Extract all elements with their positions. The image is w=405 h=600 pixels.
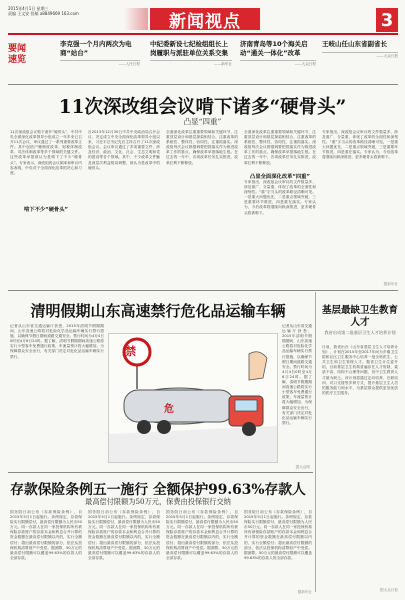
story3-col4-text: 国务院日前公布《存款保险条例》，自2015年5月1日起施行。条例规定，存款保险实行限额偿付，最高偿付限额为人民币50万元。同一存款人在同一家投保机构所有被保险存款账户的存款本金和利息合并计算的资金数额在最高偿付限额以内的，实行全额偿付；超出最高偿付限额的部分，依法从投保机构清算财产中受偿。据测算，50万元的最高偿付限额可以覆盖99.63%的存款人的全部存款。 [244,510,312,560]
brief-source: ——新华社 [150,60,232,67]
masthead [150,8,260,30]
brief-source: ——人民日报 [60,60,140,67]
lead-section-heading-2: 凸显全面深化改革“四重” [244,172,316,180]
brief-item[interactable] [150,40,232,67]
sidebar-subheadline: 我省启动第二批基层卫生人才培养计划 [324,330,396,335]
story3-subheadline: 最高偿付限额为50万元，保费由投保银行交纳 [85,497,231,506]
story2-byline: 据大众网 [295,465,310,469]
story3-column-1 [10,510,82,594]
lead-byline: 据新华社 [383,282,398,286]
story3-headline: 存款保险条例五一施行 全额保护99.63%存款人 [10,482,306,498]
lead-col2-text: 自2013年12月30日中共中央政治局召开会议，决定成立中央全面深化改革领导小组以来，习近平总书记先后主持召开了11次深改组会议。会议审议通过了多项重要文件，涉及经济、政治、文化、社会、生态文明和党的建设等各个领域。其中，不少改革文件触及深层次利益格局调整，被认为是改革中的硬骨头。 [88,130,160,170]
lead-col4-text: 专家指出，深改组会议审议的文件数量多、涉及面广、分量重，体现了改革的全面性和深刻性。“重”字当头的改革路径清晰可见。一是重大问题优先，二是重点领域突破，三是重要环节推进，四是重在落实。专家认为，今后改革将继续向纵深推进，更多硬骨头将被啃下。 [244,180,316,215]
lead-subheadline: 凸显“四重” [183,117,222,126]
story2-bottom-rule [8,472,313,473]
sidebar-body-text: 日前，我省出台《山东省基层卫生人才培养计划》，计划在2015年至2017年间为乡镇卫生院和社区卫生服务中心培养一批全科医生、公共卫生和卫生管理人才。据省卫生计生委介绍，目前基层卫生机构普遍存在人才短缺、素质不高、结构不合理等问题，其中卫生教育人才最为缺乏。该计划将通过定向培养、在职培训、对口支援等多种方式，提升基层卫生人员的服务能力和水平，为基层群众提供更加优质的医疗卫生服务。 [322,345,398,395]
brief-item[interactable] [240,40,316,67]
brief-source: ——大众日报 [322,52,398,59]
lead-col4a-text: 全面深化改革注重重要领域和关键环节，注重顶层设计和基层探索相结合，注重改革的系统性、整体性、协同性，注重抓落实。深改组每次会议都强调要把抓落实作为推进改革工作的重点，确保改革举措落地生根。在过去的一年中，各项改革任务扎实推进，改革红利不断释放。 [244,130,316,165]
brief-item[interactable] [322,40,398,59]
brief-item[interactable] [60,40,140,67]
story3-col2-text: 国务院日前公布《存款保险条例》，自2015年5月1日起施行。条例规定，存款保险实行限额偿付，最高偿付限额为人民币50万元。同一存款人在同一家投保机构所有被保险存款账户的存款本金和利息合并计算的资金数额在最高偿付限额以内的，实行全额偿付；超出最高偿付限额的部分，依法从投保机构清算财产中受偿。据测算，50万元的最高偿付限额可以覆盖99.63%的存款人的全部存款。 [88,510,160,560]
story2-headline: 清明假期山东高速禁行危化品运输车辆 [30,302,286,320]
story3-column-2 [88,510,160,594]
lead-column-2 [88,130,160,280]
brief-title: 李克强一个月内两次为电商“站台” [60,40,132,57]
prohibit-sign-label: 禁 [125,345,136,358]
lead-col5-text: 专家指出，深改组会议审议的文件数量多、涉及面广、分量重，体现了改革的全面性和深刻性。“重”字当头的改革路径清晰可见。一是重大问题优先，二是重点领域突破，三是重要环节推进，四是重在落实。专家认为，今后改革将继续向纵深推进，更多硬骨头将被啃下。 [322,130,398,160]
sidebar-headline: 基层最缺卫生教育人才 [322,305,399,328]
sidebar-divider [315,292,316,592]
svg-text:危: 危 [164,404,174,415]
truck-illustration [108,333,278,463]
story2-body-text: 记者从山东省交通运输厅获悉，2015年清明节假期期间，山东高速公路将对危险化学品运输车辆实行禁行措施，以确保节假日期间道路交通安全。禁行时间为4月4日0时至4月6日24时。据了解，清明节假期期间高速公路将实行小型客车免费通行政策，车流量预计将大幅增加，为保障群众安全出行，有关部门决定对危化品运输车辆实行禁行。 [10,324,104,359]
story3-column-3 [166,510,238,594]
story3-byline: 据新华社 [297,590,312,594]
lead-section-heading-1: 啃下不少“硬骨头” [10,205,82,213]
story2-body-left [10,324,104,464]
page-number: 3 [376,8,398,32]
story2-body-right [282,324,312,464]
date-line: 2015年4月1日 星期三 [8,6,49,11]
masthead-decoration [124,8,148,30]
sidebar-body [322,345,398,585]
lead-column-5 [322,130,398,280]
lead-col3-text: 全面深化改革注重重要领域和关键环节，注重顶层设计和基层探索相结合，注重改革的系统性、整体性、协同性，注重抓落实。深改组每次会议都强调要把抓落实作为推进改革工作的重点，确保改革举措落地生根。在过去的一年中，各项改革任务扎实推进，改革红利不断释放。 [166,130,238,165]
brief-title: 中纪委新设七纪检组组长上岗履职与派驻单位关系交集 [150,40,228,57]
sidebar-byline: 据大众日报 [380,588,398,592]
lead-col1-text: 11次深改组会议啃下诸多“硬骨头”，中共中央全面深化改革领导小组成立一年多来已召开11次会议，审议通过了一系列重要改革文件。其中包括户籍制度改革、财税体制改革、司法体制改革等多个领域的关键文件。这些改革举措被认为是啃下了不少“硬骨头”。专家表示，深改组的会议频率和审议内容表明，中央对于全面深化改革的决心和力度。 [10,130,82,175]
brief-title: 济南青岛等10个海关启动“通关一体化”改革 [240,40,308,57]
story2-body-text-2: 记者从山东省交通运输厅获悉，2015年清明节假期期间，山东高速公路将对危险化学品运输车辆实行禁行措施，以确保节假日期间道路交通安全。禁行时间为4月4日0时至4月6日24时。据了解，清明节假期期间高速公路将实行小型客车免费通行政策，车流量预计将大幅增加，为保障群众安全出行，有关部门决定对危化品运输车辆实行禁行。 [282,324,312,425]
briefs-divider [8,84,398,85]
briefs-label: 要闻速览 [8,44,27,65]
story3-column-4 [244,510,312,588]
story3-col1-text: 国务院日前公布《存款保险条例》，自2015年5月1日起施行。条例规定，存款保险实行限额偿付，最高偿付限额为人民币50万元。同一存款人在同一家投保机构所有被保险存款账户的存款本金和利息合并计算的资金数额在最高偿付限额以内的，实行全额偿付；超出最高偿付限额的部分，依法从投保机构清算财产中受偿。据测算，50万元的最高偿付限额可以覆盖99.63%的存款人的全部存款。 [10,510,82,560]
lead-headline: 11次深改组会议啃下诸多“硬骨头” [58,97,347,118]
header-rule [8,33,398,35]
masthead-title: 新闻视点 [169,11,241,32]
editor-line: 责编 王文安 投稿 a8849669 163.com [8,11,79,16]
lead-column-4a [244,130,316,170]
lead-column-3 [166,130,238,280]
lead-column-4 [244,180,316,280]
brief-title: 王岐山任山东省副省长 [322,40,387,48]
brief-source: ——大众日报 [240,60,316,67]
lead-bottom-rule [8,290,398,291]
story3-col3-text: 国务院日前公布《存款保险条例》，自2015年5月1日起施行。条例规定，存款保险实行限额偿付，最高偿付限额为人民币50万元。同一存款人在同一家投保机构所有被保险存款账户的存款本金和利息合并计算的资金数额在最高偿付限额以内的，实行全额偿付；超出最高偿付限额的部分，依法从投保机构清算财产中受偿。据测算，50万元的最高偿付限额可以覆盖99.63%的存款人的全部存款。 [166,510,238,560]
